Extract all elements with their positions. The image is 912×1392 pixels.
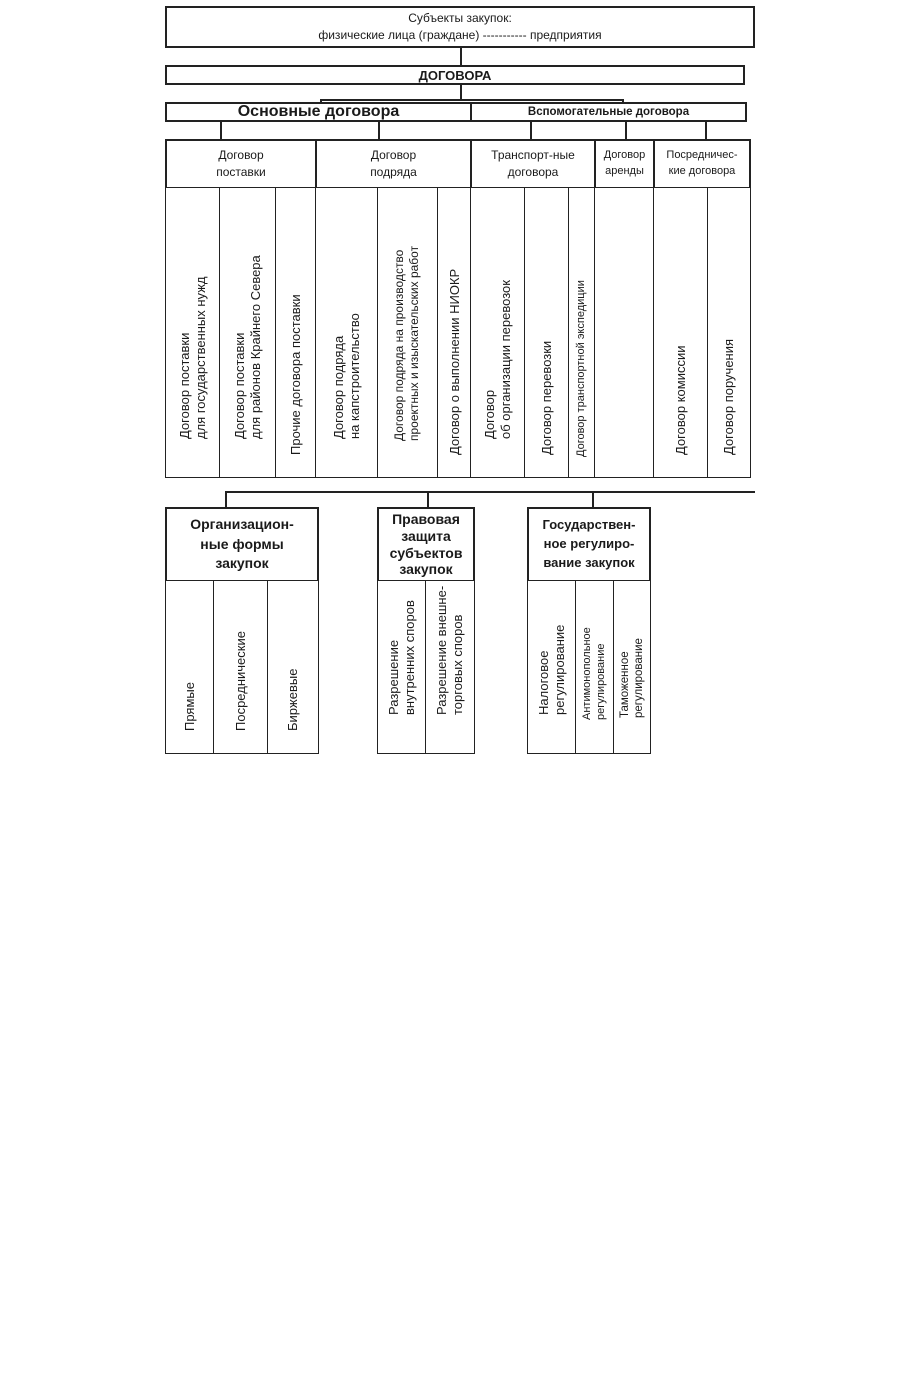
connector [225,491,755,493]
leaf-transport-carriage: Договор перевозки [524,187,570,478]
group-supply: Договор поставки [165,139,317,189]
connector [378,122,380,140]
org-forms-box: Организацион-ные формы закупок [165,507,319,582]
leaf-transport-expedition: Договор транспортной экспедиции [568,187,596,478]
connector [460,85,462,100]
connector [320,99,624,101]
leaf-supply-state: Договор поставки для государственных нужд [165,187,221,478]
leaf-intermediary-commission: Договор комиссии [653,187,709,478]
leaf-supply-north: Договор поставки для районов Крайнего Севера [219,187,277,478]
leaf-work-capital: Договор подряда на капстроительство [315,187,379,478]
connector [225,491,227,508]
aux-contracts: Вспомогательные договора [470,102,747,122]
connector [530,122,532,140]
leaf-gov-antimonopoly: Антимонопольное регулирование [575,580,615,754]
leaf-work-design: Договор подряда на производство проектных и изыскательских работ [377,187,439,478]
leaf-lease-empty [594,187,655,478]
leaf-org-direct: Прямые [165,580,215,754]
group-transport: Транспорт-ные договора [470,139,596,189]
contracts-title: ДОГОВОРА [165,65,745,85]
gov-regulation-box: Государствен-ное регулиро-вание закупок [527,507,651,582]
subjects-title: Субъекты закупок: [408,10,512,25]
connector [625,122,627,140]
leaf-legal-internal: Разрешение внутренних споров [377,580,427,754]
leaf-supply-other: Прочие договора поставки [275,187,317,478]
leaf-legal-foreign: Разрешение внешне- торговых споров [425,580,475,754]
legal-protection-box: Правовая защита субъектов закупок [377,507,475,582]
group-work: Договор подряда [315,139,472,189]
group-lease: Договор аренды [594,139,655,189]
connector [220,122,222,140]
subjects-box [165,6,755,48]
connector [460,48,462,66]
leaf-gov-customs: Таможенное регулирование [613,580,651,754]
main-contracts: Основные договора [165,102,472,122]
group-intermediary: Посредничес-кие договора [653,139,751,189]
leaf-work-rnd: Договор о выполнении НИОКР [437,187,472,478]
connector [705,122,707,140]
subjects-line: физические лица (граждане) ----------- предприятия [318,28,602,42]
leaf-transport-org: Договор об организации перевозок [470,187,526,478]
leaf-intermediary-agency: Договор поручения [707,187,751,478]
connector [427,491,429,508]
connector [592,491,594,508]
leaf-gov-tax: Налоговое регулирование [527,580,577,754]
leaf-org-exchange: Биржевые [267,580,319,754]
leaf-org-intermediary: Посреднические [213,580,269,754]
